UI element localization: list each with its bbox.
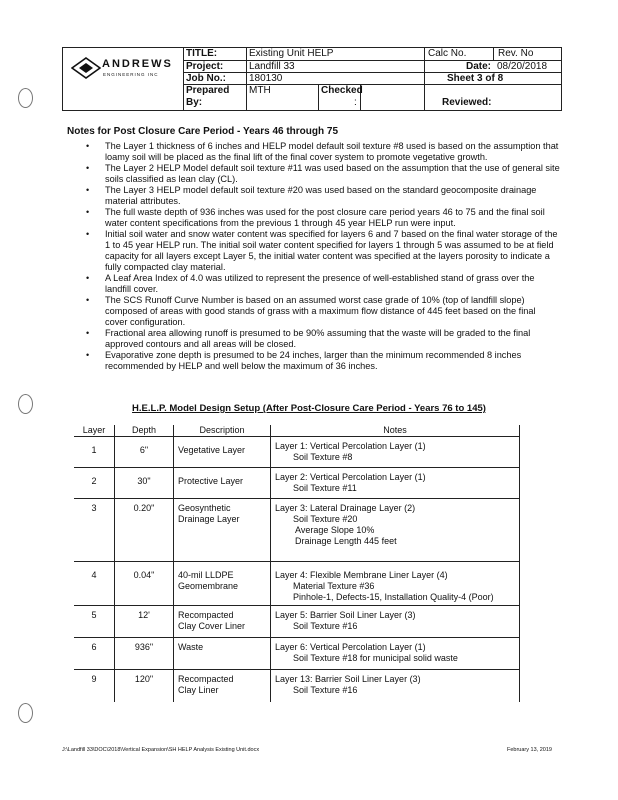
title-label: TITLE:	[186, 48, 218, 59]
date-label: Date:	[466, 61, 492, 72]
job-label: Job No.:	[186, 73, 226, 84]
bullet-icon: •	[86, 185, 90, 195]
table-row: 4 0.04" 40-mil LLDPE Geomembrane Layer 4: Flexible Membrane Liner Layer (4) Material Texture #36 Pinhole-1, Defects-15, Installation Quality-4 (Poor)	[74, 562, 520, 606]
bullet-icon: •	[86, 229, 90, 239]
checked-label: Checked	[321, 85, 363, 96]
footer-date: February 13, 2019	[507, 747, 552, 753]
list-item: • The Layer 3 HELP model default soil texture #20 was used based on the standard geocomposite drainage material attributes.	[86, 185, 537, 206]
header-notes: Notes	[271, 425, 520, 437]
rev-label: Rev. No	[498, 48, 534, 59]
bullet-icon: •	[86, 295, 90, 305]
list-item: • The SCS Runoff Curve Number is based on an assumed worst case grade of 10% (top of landfill slope) composed of areas with good stands of grass with a maximum flow distance of 445 feet based on the final cover configuration.	[86, 295, 536, 327]
table-row: 1 6" Vegetative Layer Layer 1: Vertical Percolation Layer (1) Soil Texture #8	[74, 437, 520, 468]
notes-title: Notes for Post Closure Care Period - Years 46 through 75	[67, 126, 339, 137]
bullet-icon: •	[86, 328, 90, 338]
list-item: • The full waste depth of 936 inches was used for the post closure care period years 46 to 75 and the final soil water content specifications from the previous 1 through 45 year HELP run were input.	[86, 207, 545, 228]
date-value: 08/20/2018	[497, 61, 548, 72]
footer-file-path: J:\Landfill 33\DOC\2018\Vertical Expansion\SH HELP Analysis Existing Unit.docx	[62, 747, 260, 753]
list-item: • The Layer 2 HELP Model default soil texture #11 was used based on the assumption that the use of general site soils classified as lean clay (CL).	[86, 163, 560, 184]
andrews-logo-icon	[71, 57, 101, 79]
header-depth: Depth	[115, 425, 174, 437]
project-label: Project:	[186, 61, 224, 72]
bullet-icon: •	[86, 163, 90, 173]
calc-label: Calc No.	[428, 48, 467, 59]
list-item: • A Leaf Area Index of 4.0 was utilized to represent the presence of well-established stand of grass over the landfill cover.	[86, 273, 535, 294]
header-description: Description	[174, 425, 271, 437]
checked-colon: :	[354, 97, 357, 108]
list-item: • Initial soil water and snow water content was specified for layers 6 and 7 based on the final water storage of the 1 to 45 year HELP run. The initial soil water content specified for layers 1 through 5 was assumed to be at field capacity for all layers except Layer 5, the initial water content was specified at the layers porosity to indicate a fully compacted clay material.	[86, 229, 558, 272]
list-item: • Fractional area allowing runoff is presumed to be 90% assuming that the waste will be graded to the final approved contours and all areas will be closed.	[86, 328, 531, 349]
table-row: 5 12' Recompacted Clay Cover Liner Layer 5: Barrier Soil Liner Layer (3) Soil Texture #16	[74, 606, 520, 638]
header-layer: Layer	[74, 425, 115, 437]
bullet-icon: •	[86, 207, 90, 217]
bullet-icon: •	[86, 273, 90, 283]
prepared-value: MTH	[249, 85, 271, 96]
project-value: Landfill 33	[249, 61, 295, 72]
punch-hole-bottom	[18, 703, 33, 723]
design-title: H.E.L.P. Model Design Setup (After Post-Closure Care Period - Years 76 to 145)	[132, 403, 486, 414]
prepared-label: Prepared	[186, 85, 230, 96]
table-header-row	[74, 425, 520, 437]
prepared-by-label: By:	[186, 97, 203, 108]
notes-list	[86, 141, 560, 372]
table-row: 2 30" Protective Layer Layer 2: Vertical Percolation Layer (1) Soil Texture #11	[74, 468, 520, 499]
layer-table	[74, 425, 520, 702]
list-item: • Evaporative zone depth is presumed to be 24 inches, larger than the minimum recommended 8 inches recommended by HELP and well below the maximum of 36 inches.	[86, 350, 522, 371]
table-row: 3 0.20" Geosynthetic Drainage Layer Layer 3: Lateral Drainage Layer (2) Soil Texture #20 Average Slope 10% Drainage Length 445 feet	[74, 499, 520, 562]
list-item: • The Layer 1 thickness of 6 inches and HELP model default soil texture #8 used is based on the assumption that loamy soil will be placed as the final lift of the final cover system to promote vegetative growth.	[86, 141, 559, 162]
job-value: 180130	[249, 73, 283, 84]
bullet-icon: •	[86, 141, 90, 151]
reviewed-label: Reviewed:	[442, 97, 492, 108]
company-name: ANDREWS	[102, 58, 173, 70]
company-subtitle: ENGINEERING INC	[103, 72, 159, 77]
title-value: Existing Unit HELP	[249, 48, 334, 59]
table-row: 9 120" Recompacted Clay Liner Layer 13: Barrier Soil Liner Layer (3) Soil Texture #16	[74, 670, 520, 702]
bullet-icon: •	[86, 350, 90, 360]
punch-hole-top	[18, 88, 33, 108]
sheet-label: Sheet 3 of 8	[447, 73, 504, 84]
table-row: 6 936" Waste Layer 6: Vertical Percolation Layer (1) Soil Texture #18 for municipal solid waste	[74, 638, 520, 670]
